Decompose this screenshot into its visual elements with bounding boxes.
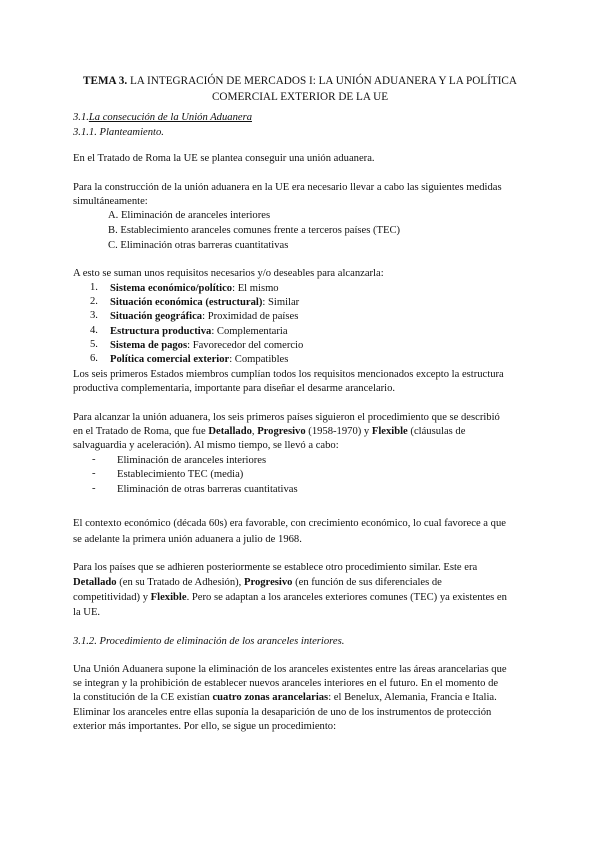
paragraph-6-line-2	[73, 576, 442, 590]
text-run: (cláusulas de	[407, 426, 466, 437]
paragraph-4-line-2	[73, 425, 465, 439]
requirement-number: 1.	[90, 282, 98, 293]
paragraph-7-line-5: exterior más importantes. Por ello, se sigue un procedimiento:	[73, 721, 337, 732]
requirement-label: Sistema de pagos	[110, 340, 188, 351]
requirement-label: Política comercial exterior	[110, 354, 230, 365]
paragraph-7-line-3	[73, 691, 497, 705]
requirement-label: Sistema económico/político	[110, 283, 233, 294]
requirement-value: : Compatibles	[229, 354, 289, 365]
text-bold: cuatro zonas arancelarias	[212, 692, 329, 703]
dash-item: Eliminación de aranceles interiores	[117, 455, 267, 466]
text-run: (en su Tratado de Adhesión),	[116, 577, 244, 588]
text-bold: Flexible	[371, 426, 408, 437]
section-heading-3-1	[73, 111, 252, 125]
paragraph-7-line-2: se integran y la prohibición de establecer nuevos aranceles interiores en el futuro. En el momento de	[73, 678, 499, 689]
text-bold: Progresivo	[243, 577, 293, 588]
text-bold: Flexible	[150, 592, 187, 603]
paragraph-6-line-1: Para los países que se adhieren posteriormente se establece otro procedimiento similar. Este era	[73, 562, 478, 573]
paragraph-3-line-1: Los seis primeros Estados miembros cumplían todos los requisitos mencionados excepto la estructura	[73, 369, 504, 380]
title-topic-number: TEMA 3.	[83, 75, 128, 87]
measure-item: B. Establecimiento aranceles comunes frente a terceros países (TEC)	[108, 225, 401, 236]
paragraph-2-line-1: Para la construcción de la unión aduanera en la UE era necesario llevar a cabo las siguientes medidas	[73, 182, 502, 193]
requirement-label: Situación geográfica	[110, 311, 203, 322]
requirement-value: : Favorecedor del comercio	[187, 340, 304, 351]
measure-item: C. Eliminación otras barreras cuantitativas	[108, 240, 289, 251]
requirement-number: 6.	[90, 353, 98, 364]
title-line-2: COMERCIAL EXTERIOR DE LA UE	[211, 91, 389, 103]
text-bold: Progresivo	[257, 426, 306, 437]
paragraph-5-line-1: El contexto económico (década 60s) era favorable, con crecimiento económico, lo cual favorece a que	[73, 518, 506, 529]
requirement-label: Estructura productiva	[110, 326, 212, 337]
dash-item: Establecimiento TEC (media)	[117, 469, 244, 480]
paragraph-4-line-3: salvaguardia y aceleración). Al mismo tiempo, se llevó a cabo:	[73, 440, 339, 451]
text-run: en el Tratado de Roma, que fue	[73, 426, 209, 437]
requirement-value: : Similar	[262, 297, 300, 308]
text-run: la constitución de la CE existían	[73, 692, 213, 703]
text-bold: Detallado	[208, 426, 252, 437]
paragraph-1: En el Tratado de Roma la UE se plantea conseguir una unión aduanera.	[73, 153, 375, 164]
requirement-number: 4.	[90, 325, 98, 336]
text-run: . Pero se adaptan a los aranceles exteriores comunes (TEC) ya existentes en	[186, 592, 507, 603]
paragraph-6-line-4: la UE.	[73, 607, 101, 618]
subsection-heading-3-1-2: 3.1.2. Procedimiento de eliminación de los aranceles interiores.	[73, 636, 345, 647]
dash-bullet: -	[92, 468, 96, 479]
title-line-1: LA INTEGRACIÓN DE MERCADOS I: LA UNIÓN ADUANERA Y LA POLÍTICA	[127, 75, 517, 87]
requirement-value: : Proximidad de países	[202, 311, 299, 322]
paragraph-3-line-2: productiva complementaria, importante para diseñar el desarme arancelario.	[73, 383, 396, 394]
requirement-value: : El mismo	[232, 283, 279, 294]
paragraph-2-line-2: simultáneamente:	[73, 196, 148, 207]
paragraph-6-line-3	[73, 591, 507, 605]
measure-item: A. Eliminación de aranceles interiores	[108, 210, 271, 221]
requirement-value: : Complementaria	[211, 326, 288, 337]
text-bold: Detallado	[73, 577, 117, 588]
text-run: competitividad) y	[73, 592, 151, 603]
text-run: : el Benelux, Alemania, Francia e Italia.	[328, 692, 497, 703]
requirement-number: 2.	[90, 296, 98, 307]
paragraph-5-line-2: se adelante la primera unión aduanera a julio de 1968.	[73, 534, 302, 545]
dash-item: Eliminación de otras barreras cuantitativas	[117, 484, 298, 495]
requirement-label: Situación económica (estructural)	[110, 297, 263, 308]
section-title: La consecución de la Unión Aduanera	[88, 112, 252, 123]
paragraph-7-line-4: Eliminar los aranceles entre ellas suponía la desaparición de uno de los instrumentos de protección	[73, 707, 492, 718]
paragraph-4-line-1: Para alcanzar la unión aduanera, los seis primeros países siguieron el procedimiento que se describió	[73, 412, 500, 423]
paragraph-7-line-1: Una Unión Aduanera supone la eliminación de los aranceles existentes entre las áreas arancelarias que	[73, 664, 507, 675]
text-run: (en función de sus diferenciales de	[292, 577, 442, 588]
section-number: 3.1.	[73, 112, 89, 123]
requirement-number: 5.	[90, 339, 98, 350]
document-title	[72, 73, 528, 105]
requirement-number: 3.	[90, 310, 98, 321]
dash-bullet: -	[92, 454, 96, 465]
subsection-heading-3-1-1: 3.1.1. Planteamiento.	[73, 127, 164, 138]
text-run: (1958-1970) y	[305, 426, 372, 437]
requirements-intro: A esto se suman unos requisitos necesarios y/o deseables para alcanzarla:	[73, 268, 384, 279]
dash-bullet: -	[92, 483, 96, 494]
text-run: ,	[251, 426, 258, 437]
